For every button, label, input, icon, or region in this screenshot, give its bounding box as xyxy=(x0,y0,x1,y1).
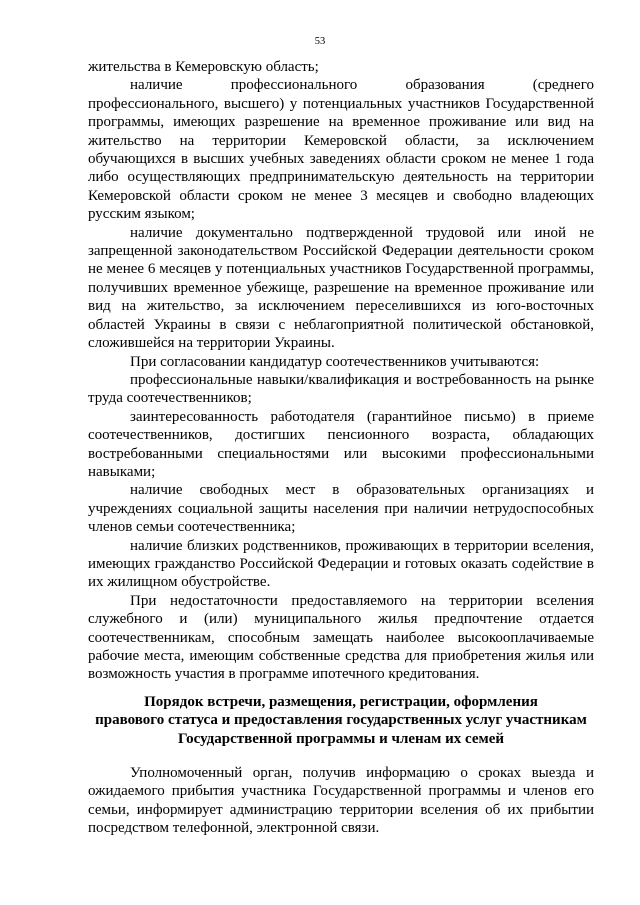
paragraph: наличие профессионального образования (среднего профессионального, высшего) у потенциальных участников Государственной программы, имеющих разрешение на временное проживание или вид на жительство на территории Кемеровской области, за исключением обучающихся в высших учебных заведениях области сроком не менее 1 года либо осуществляющих предпринимательскую деятельность на территории Кемеровской области сроком не менее 3 месяцев и свободно владеющих русским языком; xyxy=(88,77,594,223)
paragraph: При согласовании кандидатур соотечественников учитываются: xyxy=(130,353,540,370)
paragraph: При недостаточности предоставляемого на территории вселения служебного и (или) муниципального жилья предпочтение отдается соотечественникам, способным замещать наиболее высокооплачиваемые рабочие места, имеющим собственные средства для приобретения жилья или возможность участия в программе ипотечного кредитования. xyxy=(88,592,594,683)
section-heading xyxy=(88,693,594,748)
paragraph: жительства в Кемеровскую область; xyxy=(88,59,319,75)
heading-line: Порядок встречи, размещения, регистрации, оформления xyxy=(144,694,538,710)
paragraph: заинтересованность работодателя (гарантийное письмо) в приеме соотечественников, достигших пенсионного возраста, обладающих востребованными специальностями или высокими профессиональными навыками; xyxy=(88,408,594,480)
page-number: 53 xyxy=(314,36,326,47)
paragraph: профессиональные навыки/квалификация и востребованность на рынке труда соотечественников; xyxy=(88,371,594,407)
heading-line: Государственной программы и членам их семей xyxy=(177,730,505,747)
paragraph: Уполномоченный орган, получив информацию о сроках выезда и ожидаемого прибытия участника Государственной программы и членов его семьи, информирует администрацию территории вселения об их прибытии посредством телефонной, электронной связи. xyxy=(88,765,594,837)
paragraph: наличие документально подтвержденной трудовой или иной не запрещенной законодательством Российской Федерации деятельности сроком не менее 6 месяцев у потенциальных участников Государственной программы, получивших временное убежище, разрешение на временное проживание или вид на жительство, за исключением переселившихся из юго-восточных областей Украины в связи с неблагоприятной политической обстановкой, сложившейся на территории Украины. xyxy=(88,224,594,352)
heading-line: правового статуса и предоставления государственных услуг участникам xyxy=(95,712,587,729)
section-body xyxy=(88,764,594,838)
paragraph: наличие свободных мест в образовательных организациях и учреждениях социальной защиты населения при наличии нетрудоспособных членов семьи соотечественника; xyxy=(88,482,594,536)
body-text xyxy=(88,58,594,684)
paragraph: наличие близких родственников, проживающих в территории вселения, имеющих гражданство Российской Федерации и готовых оказать содействие в их жилищном обустройстве. xyxy=(88,537,594,591)
